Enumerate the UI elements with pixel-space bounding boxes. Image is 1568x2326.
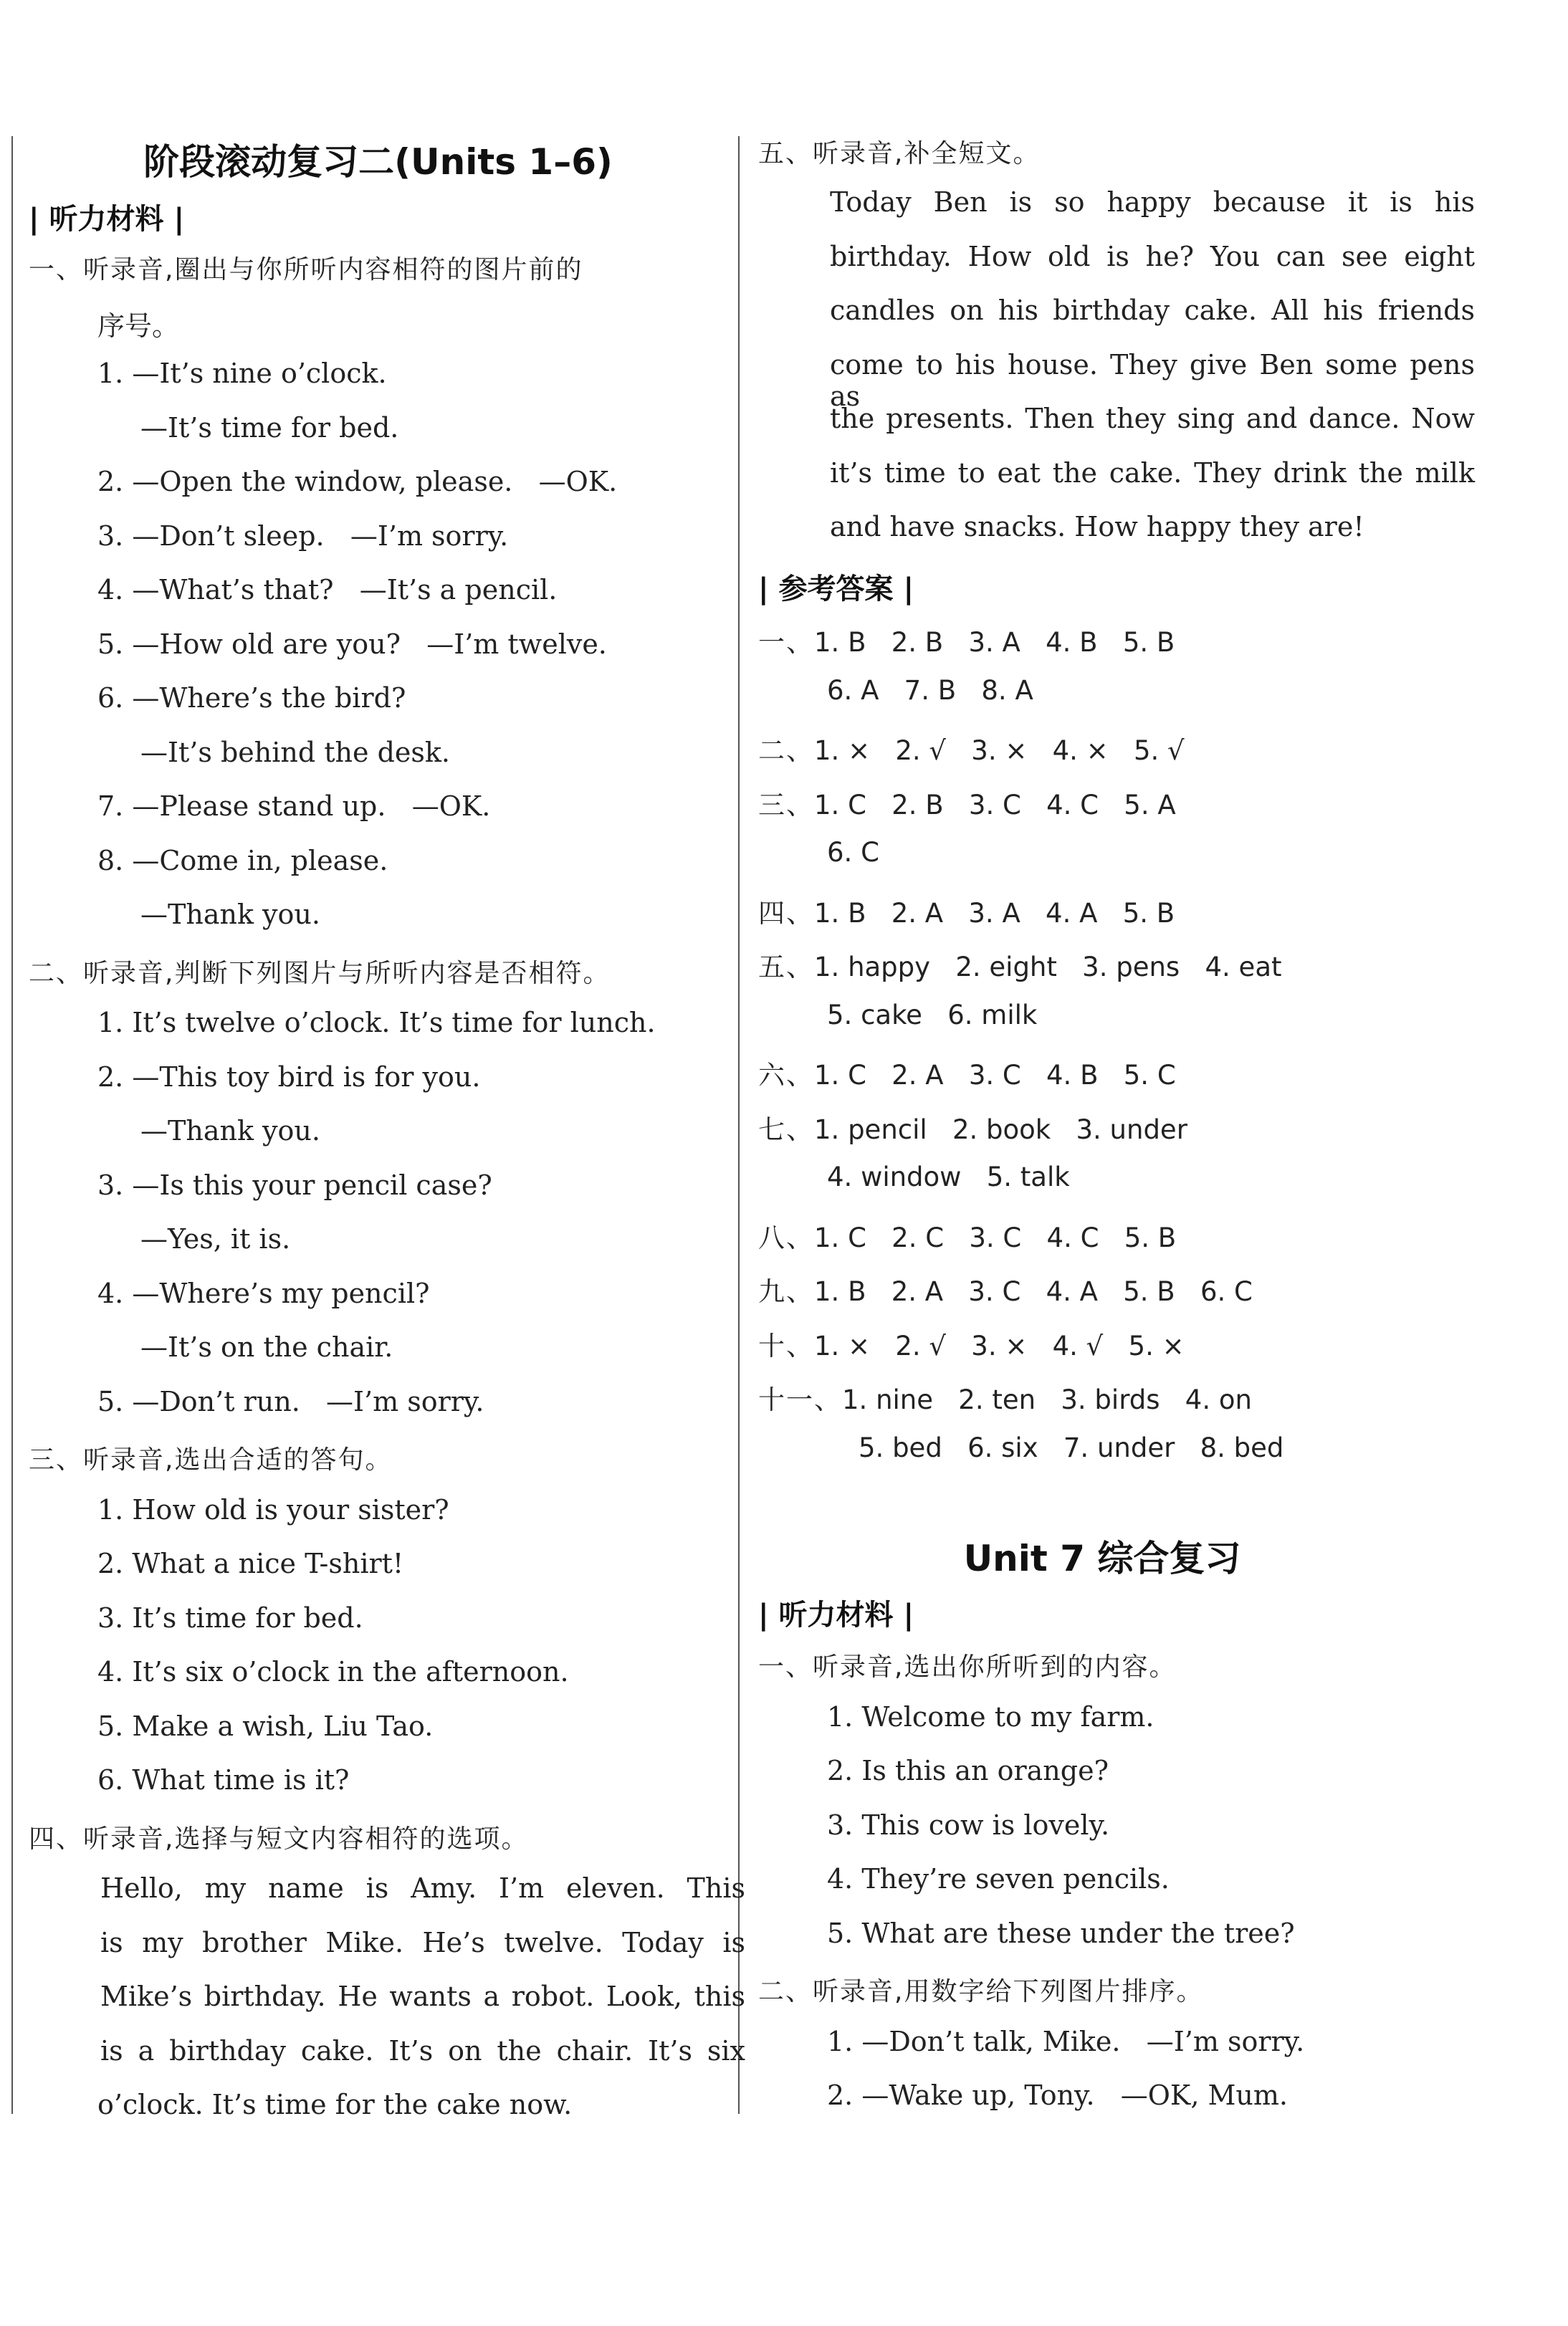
passage-line: it’s time to eat the cake. They drink the milk [830, 456, 1475, 489]
answer-row [827, 1000, 1037, 1030]
listening-line: 4. —Where’s my pencil? [97, 1277, 430, 1309]
listening-line: is my brother Mike. He’s twelve. Today is [100, 1926, 745, 1958]
listening-line: o’clock. It’s time for the cake now. [97, 2089, 573, 2120]
answer-values: 5. cake 6. milk [827, 999, 1038, 1030]
passage-line: come to his house. They give Ben some pens as [830, 348, 1475, 412]
column-divider [738, 136, 740, 2114]
answer-row [758, 1378, 1252, 1417]
listening-line: 1. It’s twelve o’clock. It’s time for lunch. [97, 1007, 656, 1038]
listening-line: 7. —Please stand up. —OK. [97, 790, 491, 822]
listening-line: 2. —Open the window, please. —OK. [97, 466, 618, 497]
listening-line: 5. —Don’t run. —I’m sorry. [97, 1385, 484, 1417]
listening-line: 1. —Don’t talk, Mike. —I’m sorry. [827, 2025, 1305, 2057]
listening-line: —It’s behind the desk. [140, 736, 450, 768]
listening-line: 2. —Wake up, Tony. —OK, Mum. [827, 2079, 1288, 2111]
answer-values: 1. happy 2. eight 3. pens 4. eat [814, 952, 1282, 982]
listening-line: 4. It’s six o’clock in the afternoon. [97, 1656, 569, 1688]
answer-values: 1. B 2. B 3. A 4. B 5. B [814, 627, 1175, 658]
passage-line: and have snacks. How happy they are! [830, 511, 1364, 542]
answer-values: 1. pencil 2. book 3. under [814, 1114, 1187, 1145]
answer-section-number: 十一、 [758, 1384, 842, 1415]
listening-line: 3. It’s time for bed. [97, 1602, 363, 1634]
passage-line: the presents. Then they sing and dance. Now [830, 403, 1475, 434]
listening-line: 2. What a nice T-shirt! [97, 1548, 404, 1579]
section-five-title: 五、听录音,补全短文。 [758, 139, 1041, 168]
answer-values: 1. nine 2. ten 3. birds 4. on [842, 1384, 1252, 1415]
listening-line: 4. —What’s that? —It’s a pencil. [97, 574, 558, 606]
listening-line: 3. This cow is lovely. [827, 1809, 1110, 1841]
left-margin-rule [11, 136, 13, 2114]
review-title: 阶段滚动复习二(Units 1–6) [143, 141, 613, 183]
answer-section-number: 五、 [758, 952, 814, 982]
answer-row [758, 891, 1175, 930]
section-heading: 三、听录音,选出合适的答句。 [29, 1445, 393, 1475]
listening-line: —Thank you. [140, 899, 320, 930]
passage-line: Today Ben is so happy because it is his [830, 186, 1475, 218]
section-heading: 二、听录音,用数字给下列图片排序。 [758, 1977, 1204, 2006]
unit7-listening-header: | 听力材料 | [758, 1599, 914, 1632]
section-heading: 一、听录音,圈出与你所听内容相符的图片前的 [29, 255, 583, 284]
listening-line: 3. —Don’t sleep. —I’m sorry. [97, 520, 509, 552]
listening-line: 2. —This toy bird is for you. [97, 1061, 481, 1093]
answer-row [758, 783, 1176, 822]
answer-values: 1. B 2. A 3. A 4. A 5. B [814, 897, 1175, 929]
section-heading: 四、听录音,选择与短文内容相符的选项。 [29, 1824, 529, 1854]
answer-row [827, 675, 1033, 706]
answer-section-number: 一、 [758, 627, 814, 658]
answer-section-number: 七、 [758, 1114, 814, 1145]
passage-line: birthday. How old is he? You can see eight [830, 240, 1475, 272]
answer-row [758, 1324, 1185, 1363]
answer-row [758, 1053, 1176, 1092]
answer-values: 6. A 7. B 8. A [827, 674, 1033, 706]
answer-key-header: | 参考答案 | [758, 573, 914, 606]
answer-section-number: 九、 [758, 1276, 814, 1307]
listening-line: —Thank you. [140, 1115, 320, 1147]
section-heading: 一、听录音,选出你所听到的内容。 [758, 1652, 1177, 1682]
answer-row [758, 621, 1175, 659]
listening-line: 8. —Come in, please. [97, 844, 388, 876]
listening-line: —It’s time for bed. [140, 411, 399, 444]
answer-values: 5. bed 6. six 7. under 8. bed [859, 1432, 1284, 1463]
passage-line: candles on his birthday cake. All his friends [830, 295, 1475, 326]
answer-row [758, 729, 1185, 767]
answer-section-number: 三、 [758, 789, 814, 820]
listening-material-header: | 听力材料 | [29, 203, 185, 236]
answer-row [758, 1108, 1187, 1147]
answer-row [758, 1270, 1253, 1308]
answer-section-number: 二、 [758, 735, 814, 766]
listening-line: 1. —It’s nine o’clock. [97, 358, 387, 389]
section-heading: 二、听录音,判断下列图片与所听内容是否相符。 [29, 958, 611, 988]
listening-line: 1. Welcome to my farm. [827, 1700, 1155, 1733]
answer-row [758, 1216, 1176, 1255]
listening-line: 2. Is this an orange? [827, 1755, 1109, 1786]
answer-row [827, 837, 879, 868]
answer-section-number: 十、 [758, 1330, 814, 1361]
listening-line: 6. What time is it? [97, 1764, 350, 1796]
answer-values: 4. window 5. talk [827, 1162, 1070, 1192]
listening-line: 5. Make a wish, Liu Tao. [97, 1710, 434, 1742]
answer-row [827, 1162, 1070, 1192]
unit7-title: Unit 7 综合复习 [963, 1538, 1241, 1579]
answer-values: 6. C [827, 837, 879, 868]
listening-line: 1. How old is your sister? [97, 1493, 449, 1526]
answer-values: 1. B 2. A 3. C 4. A 5. B 6. C [814, 1276, 1253, 1307]
listening-line: 4. They’re seven pencils. [827, 1863, 1170, 1895]
answer-values: 1. C 2. A 3. C 4. B 5. C [814, 1060, 1176, 1091]
listening-line: 5. —How old are you? —I’m twelve. [97, 628, 607, 660]
answer-values: 1. × 2. √ 3. × 4. √ 5. × [814, 1330, 1185, 1361]
answer-row [859, 1432, 1283, 1463]
answer-values: 1. × 2. √ 3. × 4. × 5. √ [814, 735, 1185, 766]
answer-section-number: 八、 [758, 1222, 814, 1253]
answer-values: 1. C 2. C 3. C 4. C 5. B [814, 1222, 1177, 1253]
listening-line: —It’s on the chair. [140, 1331, 393, 1363]
listening-line: —Yes, it is. [140, 1223, 291, 1255]
listening-line: 3. —Is this your pencil case? [97, 1169, 492, 1201]
listening-line: Mike’s birthday. He wants a robot. Look, this [100, 1981, 745, 2012]
listening-line: 序号。 [97, 310, 180, 342]
listening-line: 5. What are these under the tree? [827, 1917, 1295, 1949]
answer-section-number: 四、 [758, 897, 814, 929]
answer-section-number: 六、 [758, 1060, 814, 1091]
listening-line: 6. —Where’s the bird? [97, 682, 406, 714]
answer-row [758, 945, 1282, 984]
listening-line: is a birthday cake. It’s on the chair. It’s six [100, 2034, 745, 2067]
answer-values: 1. C 2. B 3. C 4. C 5. A [814, 789, 1176, 820]
listening-line: Hello, my name is Amy. I’m eleven. This [100, 1872, 745, 1904]
